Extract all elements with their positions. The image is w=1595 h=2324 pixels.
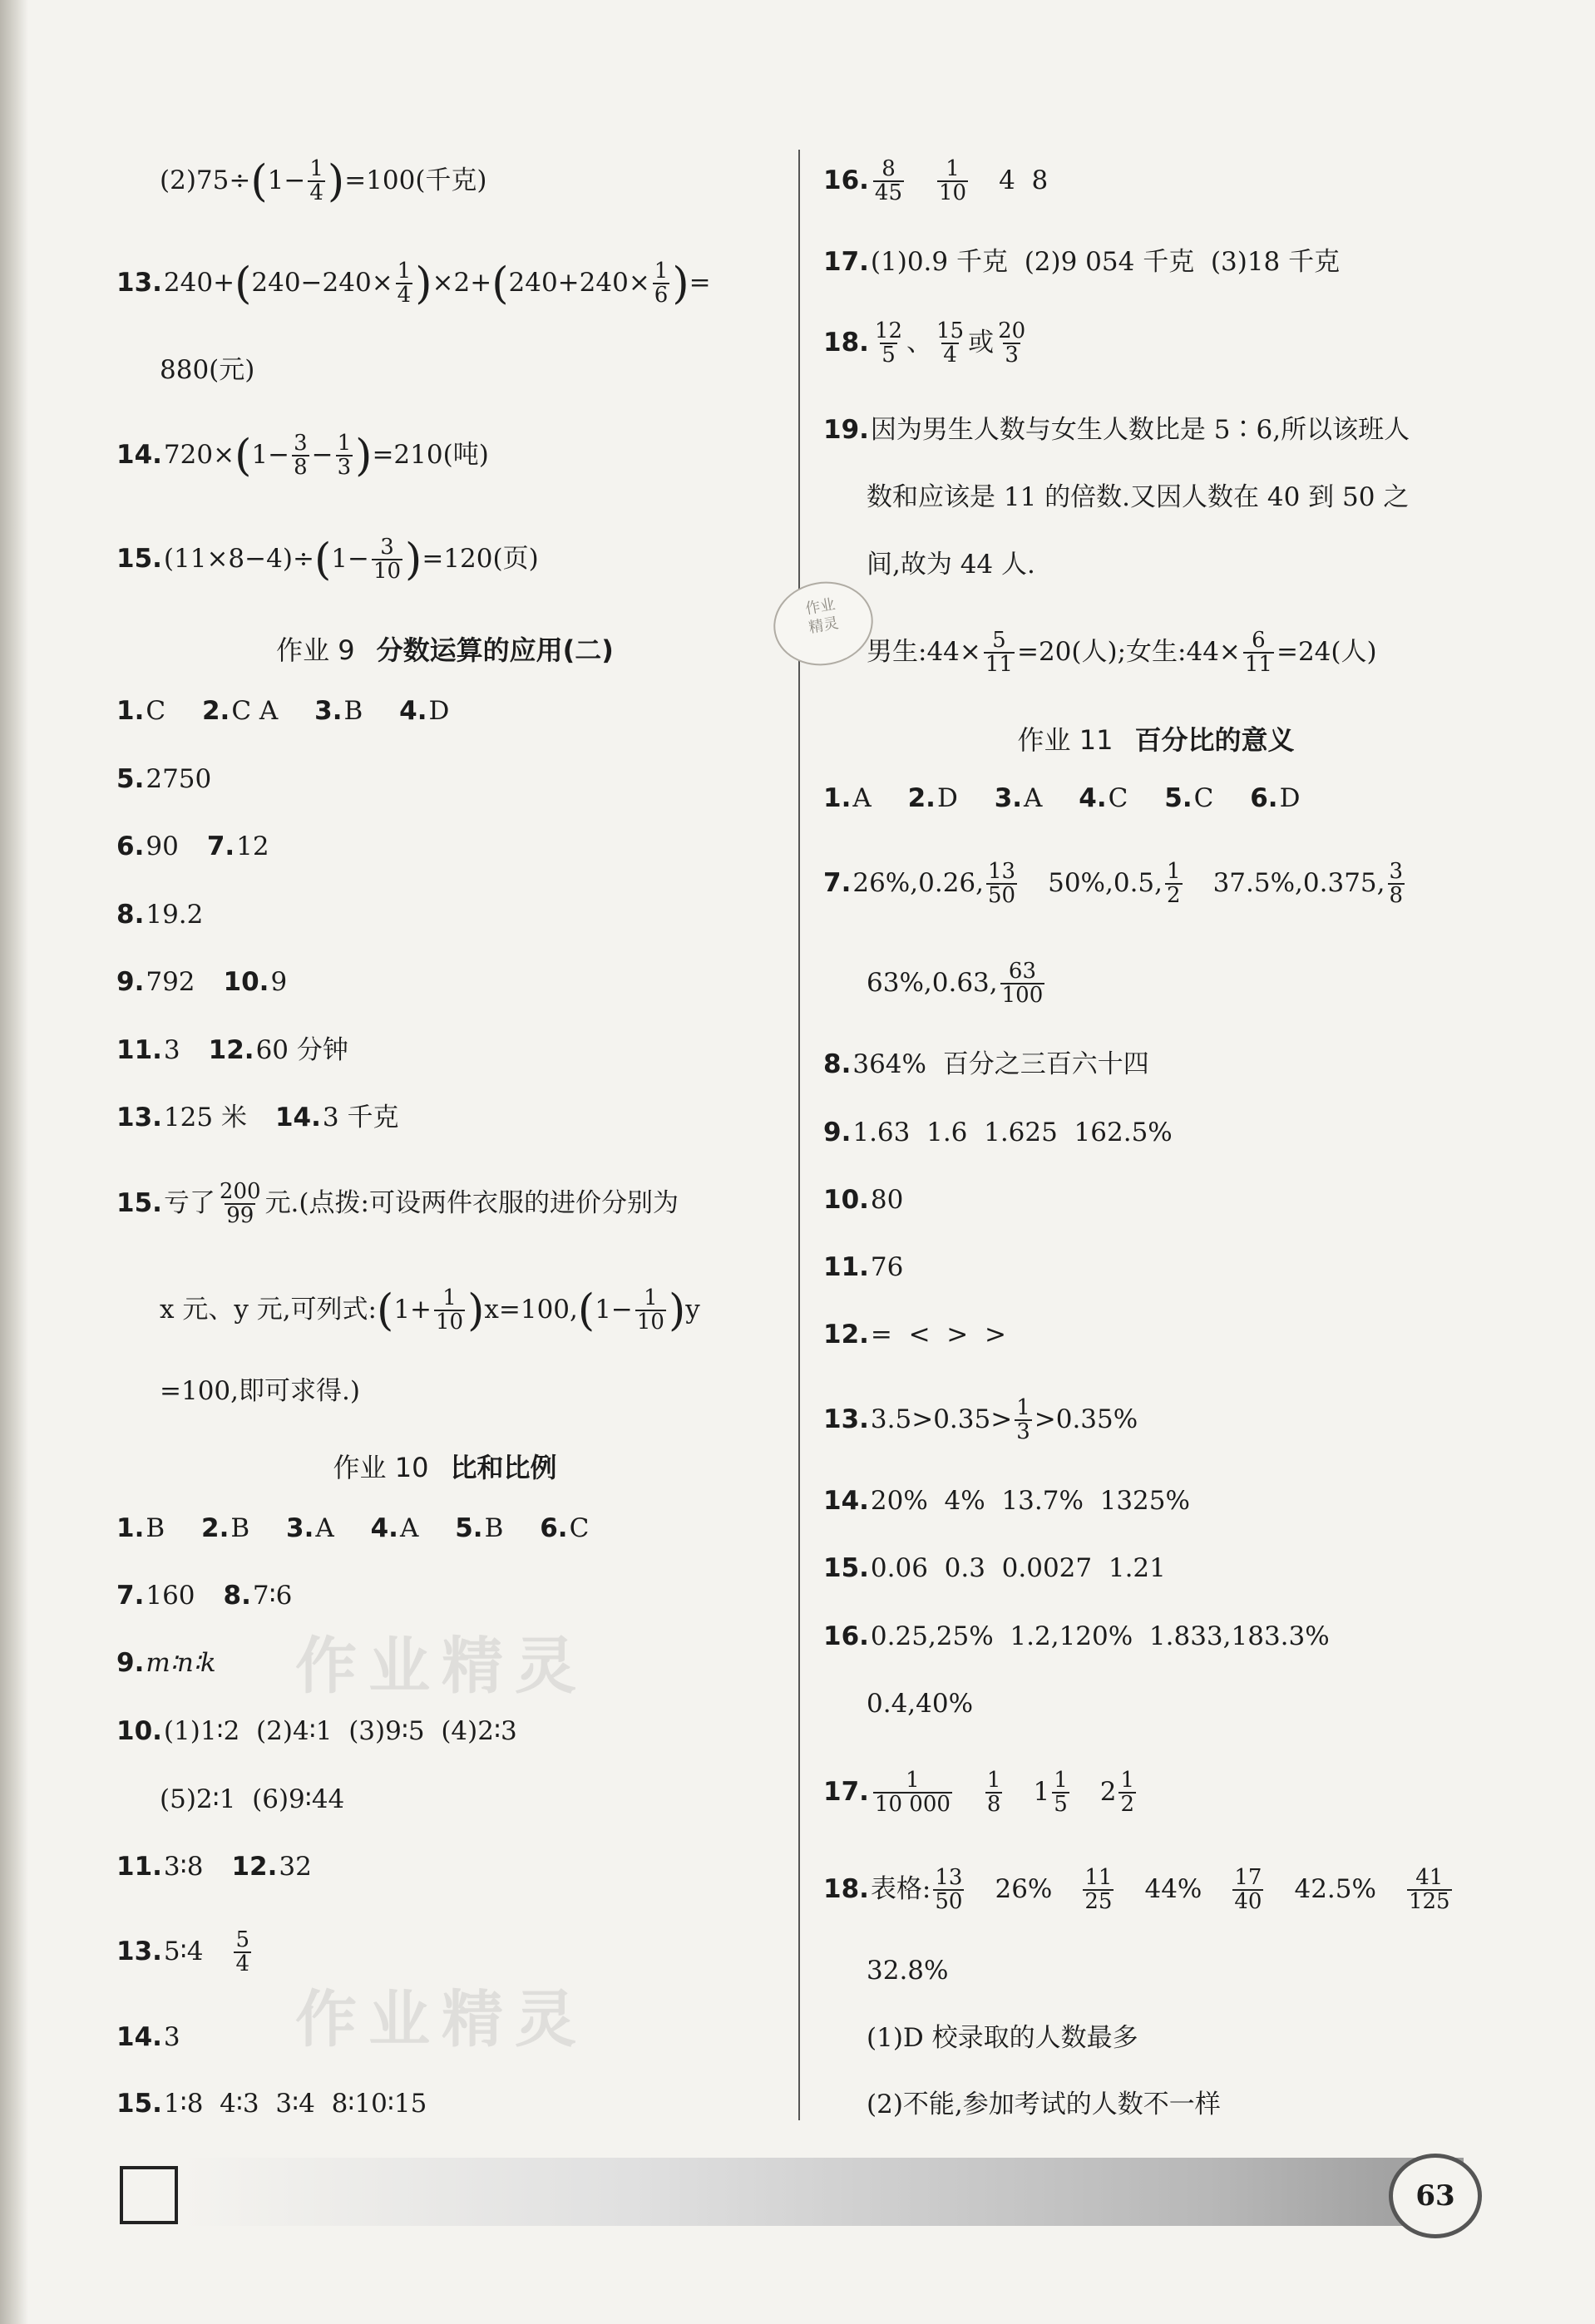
answer-10-10: 10.(1)1∶2 (2)4∶1 (3)9∶5 (4)2∶3 <box>116 1716 517 1746</box>
answer-13: 13.240+(240−240× $\frac{1}{4}$ )×2+(240+240× $\frac{1}{6}$ )= <box>116 259 711 309</box>
answer-11-17: 17. $\frac{1}{10 000}$ $\frac{1}{8}$ 1 $\frac{1}{5}$ 2 $\frac{1}{2}$ <box>823 1768 1135 1818</box>
answer-9-15: 15.亏了 $\frac{200}{99}$ 元.(点拨:可设两件衣服的进价分别为 <box>116 1179 679 1229</box>
footer-bar <box>183 2158 1464 2226</box>
answers-9-11-12: 11.3 12.60 分钟 <box>116 1035 348 1065</box>
answer-10-14: 14.3 <box>116 2022 180 2052</box>
answer-11-16-cont: 0.4,40% <box>867 1689 974 1719</box>
answers-10-1-6: 1.B 2.B 3.A 4.A 5.B 6.C <box>116 1513 590 1543</box>
answer-11-18-sub1: (1)D 校录取的人数最多 <box>867 2023 1138 2053</box>
answer-11-18-cont: 32.8% <box>867 1956 949 1986</box>
answers-9-6-7: 6.90 7.12 <box>116 831 269 861</box>
answer-12-part2: (2)75÷(1− $\frac{1}{4}$ )=100(千克) <box>160 156 487 207</box>
answer-19-line4: 男生:44× $\frac{5}{11}$ =20(人);女生:44× $\frac{6}{11}$ =24(人) <box>867 628 1377 678</box>
answer-9-15-end: =100,即可求得.) <box>160 1376 360 1406</box>
stamp-logo: 作业 精灵 <box>767 574 880 673</box>
answer-19-line3: 间,故为 44 人. <box>867 550 1035 580</box>
page-number: 63 <box>1389 2154 1482 2238</box>
answers-9-1-4: 1.C 2.C A 3.B 4.D <box>116 696 450 726</box>
answers-10-7-8: 7.160 8.7∶6 <box>116 1581 293 1611</box>
answer-11-14: 14.20% 4% 13.7% 1325% <box>823 1486 1190 1516</box>
answer-9-5: 5.2750 <box>116 764 212 794</box>
answer-11-13: 13.3.5>0.35> $\frac{1}{3}$ >0.35% <box>823 1395 1138 1445</box>
answer-19-line2: 数和应该是 11 的倍数.又因人数在 40 到 50 之 <box>867 482 1410 512</box>
binding-edge <box>0 0 28 2324</box>
section-heading-9: 作业 9 分数运算的应用(二) <box>276 634 614 666</box>
answer-11-9: 9.1.63 1.6 1.625 162.5% <box>823 1118 1173 1147</box>
answer-18: 18. $\frac{12}{5}$ 、 $\frac{15}{4}$ 或 $\frac{20}{3}$ <box>823 318 1026 368</box>
answer-11-16: 16.0.25,25% 1.2,120% 1.833,183.3% <box>823 1621 1330 1651</box>
section-heading-11: 作业 11 百分比的意义 <box>1017 724 1295 756</box>
answer-10-13: 13.5∶4 $\frac{5}{4}$ <box>116 1927 249 1977</box>
column-divider <box>798 150 800 2120</box>
answer-19: 19.因为男生人数与女生人数比是 5∶6,所以该班人 <box>823 415 1410 445</box>
watermark: 作业精灵 <box>295 1631 588 1702</box>
answer-9-8: 8.19.2 <box>116 900 204 930</box>
answer-17: 17.(1)0.9 千克 (2)9 054 千克 (3)18 千克 <box>823 247 1341 277</box>
answer-11-12: 12.= < > > <box>823 1320 1006 1349</box>
watermark: 作业精灵 <box>295 1984 588 2055</box>
answer-11-18: 18.表格: $\frac{13}{50}$ 26% $\frac{11}{25}$ 44% $\frac{17}{40}$ 42.5% $\frac{41}{125}$ <box>823 1865 1450 1915</box>
answers-9-9-10: 9.792 10.9 <box>116 967 288 997</box>
answer-11-15: 15.0.06 0.3 0.0027 1.21 <box>823 1553 1166 1583</box>
answer-11-7: 7.26%,0.26, $\frac{13}{50}$ 50%,0.5, $\frac{1}{2}$ 37.5%,0.375, $\frac{3}{8}$ <box>823 859 1404 909</box>
answer-11-18-sub2: (2)不能,参加考试的人数不一样 <box>867 2090 1221 2119</box>
footer-checkbox <box>120 2166 178 2224</box>
answers-11-1-6: 1.A 2.D 3.A 4.C 5.C 6.D <box>823 783 1301 813</box>
answer-11-10: 10.80 <box>823 1185 904 1215</box>
answer-11-8: 8.364% 百分之三百六十四 <box>823 1049 1149 1079</box>
answer-10-15: 15.1∶8 4∶3 3∶4 8∶10∶15 <box>116 2089 427 2119</box>
answers-9-13-14: 13.125 米 14.3 千克 <box>116 1103 399 1132</box>
answers-10-11-12: 11.3∶8 12.32 <box>116 1852 312 1882</box>
answer-10-10-cont: (5)2∶1 (6)9∶44 <box>160 1784 345 1814</box>
answer-15: 15.(11×8−4)÷(1− $\frac{3}{10}$ )=120(页) <box>116 535 539 585</box>
answer-11-11: 11.76 <box>823 1252 904 1282</box>
answer-14: 14.720×(1− $\frac{3}{8}$ − $\frac{1}{3}$ )=210(吨) <box>116 431 489 481</box>
section-heading-10: 作业 10 比和比例 <box>333 1452 557 1483</box>
answer-11-7-cont: 63%,0.63, $\frac{63}{100}$ <box>867 959 1044 1009</box>
answer-16: 16. $\frac{8}{45}$ $\frac{1}{10}$ 4 8 <box>823 156 1049 206</box>
answer-13-result: 880(元) <box>160 355 255 385</box>
answer-10-9: 9.m∶n∶k <box>116 1648 216 1678</box>
answer-9-15-cont: x 元、y 元,可列式:(1+ $\frac{1}{10}$ )x=100,(1− $\frac{1}{10}$ )y <box>160 1285 700 1336</box>
